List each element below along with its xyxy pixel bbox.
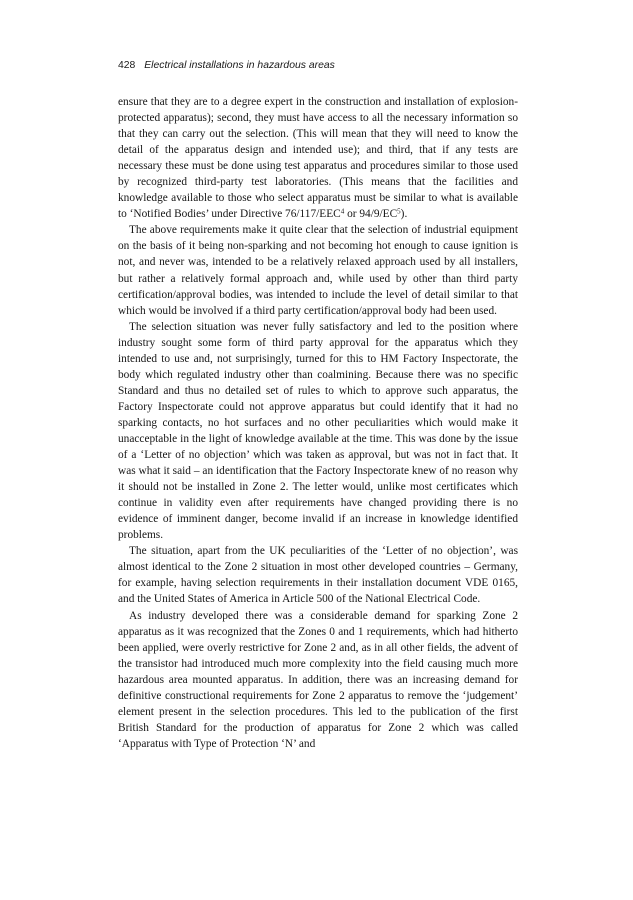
body-text [118, 94, 518, 752]
paragraph-3: The selection situation was never fully satisfactory and led to the position where industry sought some form of third party approval for the apparatus which they intended to use and, not surprisingly, turned for this to HM Factory Inspectorate, the body which regulated industry other than coalmining. Because there was no specific Standard and thus no detailed set of rules to which to approve such apparatus, the Factory Inspectorate could not approve apparatus but could identify that it had no sparking contacts, no hot surfaces and no other peculiarities which would make it unacceptable in the light of knowledge available at the time. This was done by the issue of a ‘Letter of no objection’ which was taken as approval, but was not in fact that. It was what it said – an identification that the Factory Inspectorate knew of no reason why it should not be installed in Zone 2. The letter would, unlike most certificates which continue in validity even after requirements have changed providing there is no evidence of imminent danger, become invalid if an increase in knowledge identified problems. [118, 320, 518, 542]
book-title: Electrical installations in hazardous areas [144, 60, 335, 71]
paragraph-1-text: ensure that they are to a degree expert in the construction and installation of explosion-protected apparatus); second, they must have access to all the necessary information so that they can carry out the selection. (This will mean that they will need to know the detail of the apparatus design and intended use); and third, that if any tests are necessary these must be done using test apparatus and procedures similar to those used by recognized third-party test laboratories. (This means that the facilities and knowledge available to those who select apparatus must be similar to what is available to ‘Notified Bodies’ under Directive 76/117/EEC [118, 96, 518, 221]
footnote-ref-5: 5 [397, 207, 401, 216]
paragraph-1-text-end: ). [400, 208, 408, 221]
running-head [118, 60, 335, 71]
paragraph-2: The above requirements make it quite clear that the selection of industrial equipment on the basis of it being non-sparking and not becoming hot enough to cause ignition is not, and never was, intended to be a relatively relaxed approach used by all installers, but rather a relatively formal approach and, while used by other than third party certification/approval bodies, was intended to include the level of detail similar to that which would be involved if a third party certification/approval body had been used. [118, 224, 518, 317]
page-number: 428 [118, 60, 136, 71]
paragraph-5: As industry developed there was a considerable demand for sparking Zone 2 apparatus as it was recognized that the Zones 0 and 1 requirements, which had hitherto been applied, were overly restrictive for Zone 2 and, as in all other fields, the advent of the transistor had introduced much more complexity into the field causing much more hazardous area mounted apparatus. In addition, there was an increasing demand for definitive constructional requirements for Zone 2 apparatus to remove the ‘judgement’ element present in the selection procedures. This led to the publication of the first British Standard for the production of apparatus for Zone 2 which was called ‘Apparatus with Type of Protection ‘N’ and [118, 609, 518, 750]
footnote-ref-4: 4 [340, 207, 345, 216]
paragraph-4: The situation, apart from the UK peculiarities of the ‘Letter of no objection’, was almost identical to the Zone 2 situation in most other developed countries – Germany, for example, having selection requirements in their installation document VDE 0165, and the United States of America in Article 500 of the National Electrical Code. [118, 545, 518, 606]
paragraph-1 [118, 94, 518, 222]
paragraph-1-text-cont: or 94/9/EC [344, 208, 398, 221]
